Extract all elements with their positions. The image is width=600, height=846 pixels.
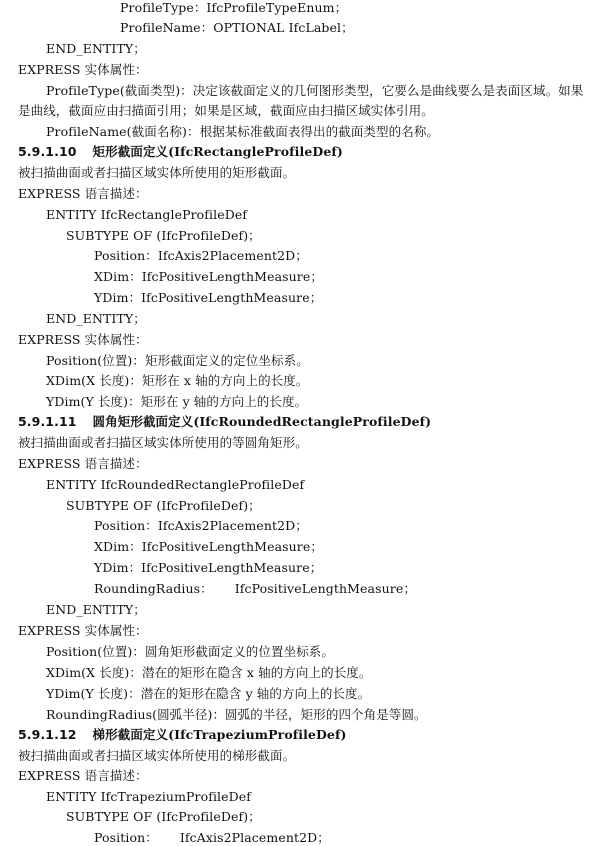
attribute-name: Position：: [94, 830, 158, 845]
text-line: YDim(Y 长度)：潜在的矩形在隐含 y 轴的方向上的长度。: [46, 686, 371, 701]
section-title: 矩形截面定义(IfcRectangleProfileDef): [92, 144, 343, 159]
attribute-type: IfcAxis2Placement2D；: [179, 830, 330, 845]
attribute-name: RoundingRadius：: [94, 581, 213, 596]
text-line: ProfileName：OPTIONAL IfcLabel；: [120, 20, 354, 35]
text-line: ProfileType：IfcProfileTypeEnum；: [120, 0, 348, 15]
section-number: 5.9.1.10: [18, 144, 77, 159]
text-line: EXPRESS 实体属性：: [18, 62, 148, 77]
code-line: END_ENTITY；: [46, 602, 146, 617]
code-line: ENTITY IfcRectangleProfileDef: [46, 207, 248, 222]
text-line: Position(位置)：圆角矩形截面定义的位置坐标系。: [46, 644, 334, 659]
section-heading: [0, 727, 600, 743]
code-line: XDim：IfcPositiveLengthMeasure；: [94, 539, 323, 554]
code-line: [0, 830, 600, 846]
text-line: XDim(X 长度)：潜在的矩形在隐含 x 轴的方向上的长度。: [46, 665, 372, 680]
code-line: YDim：IfcPositiveLengthMeasure；: [94, 290, 323, 305]
code-line: END_ENTITY；: [46, 311, 146, 326]
text-line: EXPRESS 语言描述：: [18, 768, 148, 783]
code-line: ENTITY IfcTrapeziumProfileDef: [46, 789, 251, 804]
attribute-type: IfcPositiveLengthMeasure；: [234, 581, 416, 596]
section-number: 5.9.1.11: [18, 414, 77, 429]
text-line: XDim(X 长度)：矩形在 x 轴的方向上的长度。: [46, 373, 309, 388]
text-line: 被扫描曲面或者扫描区域实体所使用的等圆角矩形。: [18, 435, 308, 450]
text-line: Position(位置)：矩形截面定义的定位坐标系。: [46, 353, 309, 368]
code-line: Position：IfcAxis2Placement2D；: [94, 248, 308, 263]
text-line: ProfileName(截面名称)：根据某标准截面表得出的截面类型的名称。: [46, 124, 440, 139]
section-number: 5.9.1.12: [18, 727, 77, 742]
code-line: SUBTYPE OF (IfcProfileDef)；: [66, 809, 261, 824]
text-line: EXPRESS 语言描述：: [18, 456, 148, 471]
text-line: EXPRESS 实体属性：: [18, 623, 148, 638]
code-line: XDim：IfcPositiveLengthMeasure；: [94, 269, 323, 284]
section-title: 梯形截面定义(IfcTrapeziumProfileDef): [92, 727, 347, 742]
code-line: SUBTYPE OF (IfcProfileDef)；: [66, 498, 261, 513]
text-line: YDim(Y 长度)：矩形在 y 轴的方向上的长度。: [46, 394, 308, 409]
text-line: 被扫描曲面或者扫描区域实体所使用的矩形截面。: [18, 165, 296, 180]
text-line: RoundingRadius(圆弧半径)：圆弧的半径，矩形的四个角是等圆。: [46, 707, 427, 722]
text-line: EXPRESS 实体属性：: [18, 332, 148, 347]
code-line: Position：IfcAxis2Placement2D；: [94, 518, 308, 533]
text-line: ProfileType(截面类型)：决定该截面定义的几何图形类型，它要么是曲线要么是表面区域。如果: [46, 83, 584, 98]
section-title: 圆角矩形截面定义(IfcRoundedRectangleProfileDef): [92, 414, 432, 429]
code-line: [0, 581, 600, 597]
code-line: ENTITY IfcRoundedRectangleProfileDef: [46, 477, 305, 492]
text-line: 是曲线，截面应由扫描面引用；如果是区域，截面应由扫描区域实体引用。: [18, 103, 434, 118]
section-heading: [0, 414, 600, 430]
text-line: END_ENTITY；: [46, 41, 146, 56]
text-line: EXPRESS 语言描述：: [18, 186, 148, 201]
code-line: SUBTYPE OF (IfcProfileDef)；: [66, 228, 261, 243]
text-line: 被扫描曲面或者扫描区域实体所使用的梯形截面。: [18, 748, 296, 763]
section-heading: [0, 144, 600, 160]
code-line: YDim：IfcPositiveLengthMeasure；: [94, 560, 323, 575]
